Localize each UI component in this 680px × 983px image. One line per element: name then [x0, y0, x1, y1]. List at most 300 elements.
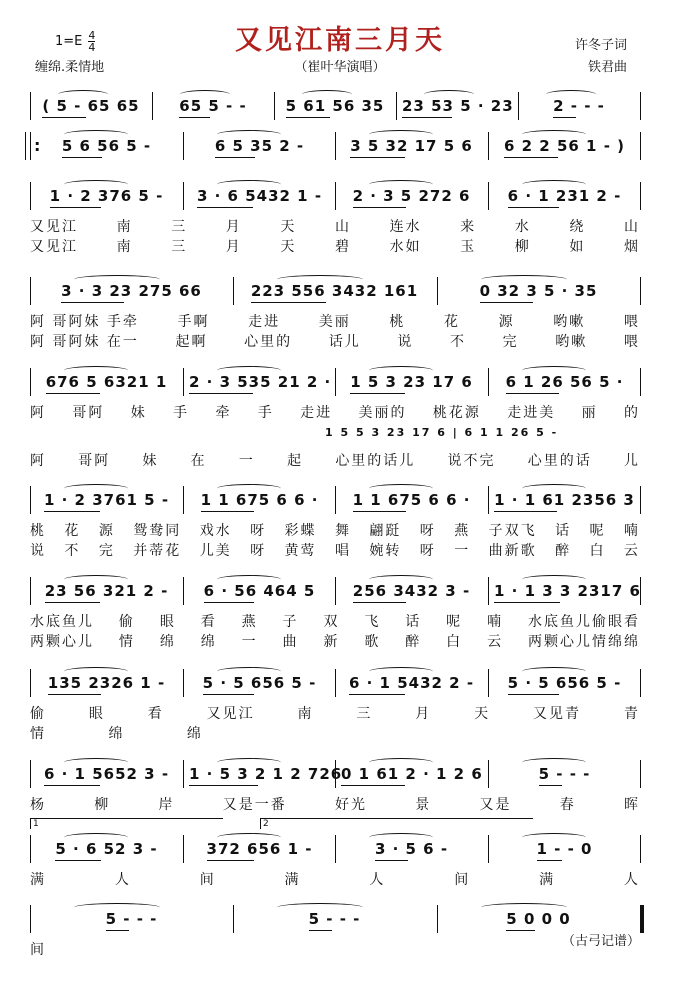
measure-notes: 6 2 2 56 1 - ) — [503, 137, 626, 155]
barline — [183, 760, 184, 788]
lyric-syllable: 月 — [225, 239, 242, 255]
lyric-syllable: 三 — [356, 706, 373, 722]
measure-notes: 1 · 2 3761 5 - — [43, 491, 170, 509]
measure — [341, 132, 482, 160]
lyric-syllable: 话 — [555, 523, 572, 539]
measure — [494, 577, 641, 605]
lyric-syllable: 月 — [225, 219, 242, 235]
measure — [36, 760, 177, 788]
lyric-syllable: 水 — [514, 219, 531, 235]
lyric-syllable: 绵 — [159, 634, 176, 650]
lyric-syllable: 青 — [623, 706, 640, 722]
lyric-syllable: 间 — [199, 872, 216, 888]
lyric-syllable: 丽 — [581, 405, 598, 421]
lyric-syllable: 水底鱼儿 — [30, 614, 94, 630]
lyric-syllable: 南 — [297, 706, 314, 722]
lyric-syllable: 绵 — [186, 726, 203, 742]
lyric-syllable: 三 — [171, 219, 188, 235]
lyric-syllable: 又见江 — [30, 239, 78, 255]
notation-row — [30, 577, 640, 605]
measure — [494, 182, 635, 210]
barline — [335, 368, 336, 396]
measure — [443, 277, 634, 305]
barline — [30, 182, 31, 210]
lyric-syllable: 景 — [415, 797, 432, 813]
lyric-line — [30, 216, 640, 234]
lyric-syllable: 黄莺 — [284, 543, 317, 559]
lyric-syllable: 月 — [415, 706, 432, 722]
lyric-syllable: 白 — [589, 543, 606, 559]
lyric-syllable: 满 — [284, 872, 301, 888]
barline — [640, 132, 641, 160]
barline — [488, 368, 489, 396]
score-system — [30, 92, 640, 120]
lyric-syllable: 儿 — [623, 453, 640, 469]
lyric-syllable: 云 — [623, 543, 640, 559]
composer-credit: 铁君曲 — [587, 60, 627, 75]
time-numerator: 4 — [88, 29, 96, 42]
lyric-syllable: 阿 哥阿妹 在一 — [30, 334, 139, 350]
measure — [341, 577, 482, 605]
lyric-syllable: 的 — [623, 405, 640, 421]
lyric-line-alternate — [30, 450, 640, 468]
measure-notes: 0 1 61 2 · 1 2 6 — [341, 765, 483, 783]
lyric-syllable: 心里的话 — [527, 453, 592, 469]
barline — [640, 835, 641, 863]
barline — [233, 277, 234, 305]
lyric-syllable: 心里的 — [244, 334, 293, 350]
barline — [183, 835, 184, 863]
lyric-syllable: 柳 — [94, 797, 111, 813]
lyric-syllable: 三 — [171, 239, 188, 255]
score-system — [30, 277, 640, 305]
lyric-syllable: 醉 — [555, 543, 572, 559]
lyric-syllable: 人 — [369, 872, 386, 888]
lyric-line — [30, 939, 640, 957]
lyric-syllable: 玉 — [460, 239, 477, 255]
barline — [640, 182, 641, 210]
measure-notes: 5 61 56 35 — [285, 97, 385, 115]
lyric-syllable: 源 — [498, 314, 515, 330]
lyric-syllable: 手 — [257, 405, 274, 421]
lyric-line — [30, 611, 640, 629]
lyric-syllable: 烟 — [623, 239, 640, 255]
score-system — [30, 669, 640, 697]
measure — [443, 905, 634, 933]
measure-notes: 3 · 5 6 - — [374, 840, 449, 858]
lyric-syllable: 在 — [190, 453, 207, 469]
barline — [30, 669, 31, 697]
barline — [335, 486, 336, 514]
score-system — [30, 835, 640, 863]
measure-notes: 6 1 26 56 5 · — [505, 373, 624, 391]
lyric-syllable: 彩蝶 — [284, 523, 317, 539]
barline — [640, 905, 644, 933]
lyric-syllable: 说 — [397, 334, 414, 350]
lyric-syllable: 不 — [450, 334, 467, 350]
lyric-syllable: 连水 — [389, 219, 422, 235]
lyric-syllable: 情 — [118, 634, 135, 650]
barline — [183, 486, 184, 514]
lyric-syllable: 走进美 — [507, 405, 556, 421]
measure-notes: 6 · 1 231 2 - — [507, 187, 622, 205]
measure-notes: 5 0 0 0 — [506, 910, 571, 928]
barline — [640, 368, 641, 396]
lyric-syllable: 花 — [64, 523, 81, 539]
lyric-syllable: 呀 — [250, 543, 267, 559]
lyric-syllable: 天 — [474, 706, 491, 722]
measure — [189, 486, 330, 514]
lyric-syllable: 走进 — [300, 405, 333, 421]
lyric-syllable: 哟嗽 — [553, 314, 586, 330]
lyric-syllable: 阿 — [30, 405, 46, 421]
measure-notes: ( 5 - 65 65 — [42, 97, 140, 115]
lyric-syllable: 心里的话儿 — [335, 453, 416, 469]
barline — [640, 277, 641, 305]
notation-row — [30, 277, 640, 305]
measure-notes: 5 6 56 5 - — [61, 137, 152, 155]
measure-notes: 23 53 5 · 23 — [402, 97, 514, 115]
measure-notes: 65 5 - - — [179, 97, 247, 115]
barline — [488, 669, 489, 697]
lyric-syllable: 阿 哥阿妹 手牵 — [30, 314, 139, 330]
notation-row — [30, 486, 640, 514]
lyric-syllable: 妹 — [142, 453, 159, 469]
barline — [488, 486, 489, 514]
lyric-syllable: 春 — [559, 797, 576, 813]
barline — [640, 486, 641, 514]
measure — [494, 835, 635, 863]
measure — [494, 368, 635, 396]
measure — [494, 760, 635, 788]
notation-row — [30, 132, 640, 160]
measure — [341, 760, 482, 788]
measure — [189, 835, 330, 863]
transcriber-credit: （古弓记谱） — [561, 934, 640, 949]
barline — [30, 368, 31, 396]
measure — [36, 92, 146, 120]
lyric-line — [30, 402, 640, 420]
lyric-syllable: 起 — [287, 453, 304, 469]
measure-notes: 5 - - - — [308, 910, 361, 928]
lyric-syllable: 南 — [116, 219, 133, 235]
score-system — [30, 760, 640, 788]
lyric-syllable: 两颗心儿情绵绵 — [527, 634, 640, 650]
lyric-syllable: 翩跹 — [369, 523, 402, 539]
lyric-line — [30, 631, 640, 649]
lyric-syllable: 又见江 — [206, 706, 255, 722]
measure-notes: 5 - - - — [105, 910, 158, 928]
barline — [183, 182, 184, 210]
lyric-syllable: 情 — [30, 726, 46, 742]
key-label: 1=E — [55, 34, 83, 49]
lyric-syllable: 天 — [280, 219, 297, 235]
lyric-syllable: 两颗心儿 — [30, 634, 94, 650]
lyric-syllable: 子双飞 — [488, 523, 537, 539]
lyric-syllable: 间 — [454, 872, 471, 888]
lyric-line — [30, 703, 640, 721]
lyric-syllable: 喂 — [623, 334, 640, 350]
lyric-syllable: 天 — [280, 239, 297, 255]
measure — [402, 92, 512, 120]
lyric-syllable: 又见江 — [30, 219, 78, 235]
measure-notes: 1 5 3 23 17 6 — [350, 373, 473, 391]
song-title: 又见江南三月天 — [235, 25, 445, 56]
lyric-syllable: 喂 — [623, 314, 640, 330]
barline — [30, 577, 31, 605]
alternate-notes: 1 5 5 3 23 17 6 | 6 1 1 26 5 - — [325, 426, 559, 439]
barline — [640, 92, 641, 120]
lyric-syllable: 人 — [114, 872, 131, 888]
lyric-syllable: 桃 — [389, 314, 406, 330]
measure-notes: 23 56 321 2 - — [44, 582, 169, 600]
lyric-syllable: 美丽 — [318, 314, 351, 330]
lyric-syllable: 曲 — [282, 634, 299, 650]
lyric-syllable: 婉转 — [369, 543, 402, 559]
measure — [189, 669, 330, 697]
lyric-syllable: 起啊 — [175, 334, 208, 350]
lyric-syllable: 完 — [502, 334, 519, 350]
lyric-syllable: 阿 — [30, 453, 46, 469]
notation-row — [30, 182, 640, 210]
lyric-syllable: 说不完 — [447, 453, 496, 469]
barline — [30, 92, 31, 120]
measure-notes: 1 - - 0 — [536, 840, 593, 858]
time-signature — [88, 30, 95, 53]
lyric-line — [30, 236, 640, 254]
barline — [335, 669, 336, 697]
lyric-syllable: 呢 — [589, 523, 606, 539]
barline — [30, 835, 31, 863]
lyric-line — [30, 723, 640, 741]
lyric-syllable: 源 — [98, 523, 115, 539]
lyric-syllable: 山 — [334, 219, 351, 235]
measure — [494, 669, 635, 697]
lyric-syllable: 手 — [173, 405, 190, 421]
measure — [36, 182, 177, 210]
measure-notes: 2 · 3 535 21 2 · — [189, 373, 332, 391]
measure-notes: 6 · 56 464 5 — [203, 582, 316, 600]
lyric-syllable: 又是一番 — [222, 797, 287, 813]
lyric-line — [30, 520, 640, 538]
barline — [335, 132, 336, 160]
lyric-syllable: 眼 — [159, 614, 176, 630]
measure-notes: 223 556 3432 161 — [250, 282, 419, 300]
lyric-syllable: 看 — [147, 706, 164, 722]
time-denominator: 4 — [88, 41, 96, 54]
mood-marking: 缠绵.柔情地 — [35, 60, 105, 75]
lyric-line — [30, 311, 640, 329]
measure-notes: 5 · 6 52 3 - — [55, 840, 158, 858]
score-system — [30, 486, 640, 514]
lyric-syllable: 话儿 — [328, 334, 361, 350]
barline — [335, 835, 336, 863]
lyric-syllable: 喃 — [623, 523, 640, 539]
measure — [36, 277, 227, 305]
measure-notes: 2 · 3 5 272 6 — [352, 187, 471, 205]
barline — [335, 182, 336, 210]
lyric-syllable: 呀 — [419, 523, 436, 539]
notation-row — [30, 92, 640, 120]
lyric-syllable: 燕 — [454, 523, 471, 539]
barline — [30, 486, 31, 514]
measure — [36, 577, 177, 605]
lyric-syllable: 碧 — [334, 239, 351, 255]
notation-row — [30, 835, 640, 863]
barline — [183, 368, 184, 396]
lyric-syllable: 满 — [539, 872, 556, 888]
measure — [494, 132, 635, 160]
barline — [640, 760, 641, 788]
lyric-line — [30, 540, 640, 558]
barline — [30, 905, 31, 933]
barline — [488, 577, 489, 605]
lyric-syllable: 一 — [241, 634, 258, 650]
measure-notes: 1 · 1 61 2356 3 — [494, 491, 635, 509]
measure — [341, 182, 482, 210]
score-system — [30, 132, 640, 160]
lyric-syllable: 呀 — [250, 523, 267, 539]
measure-notes: 135 2326 1 - — [47, 674, 166, 692]
lyric-syllable: 唱 — [334, 543, 351, 559]
measure-notes: 3 · 3 23 275 66 — [61, 282, 202, 300]
lyric-syllable: 人 — [623, 872, 640, 888]
measure — [189, 182, 330, 210]
measure — [341, 669, 482, 697]
lyric-syllable: 醉 — [405, 634, 422, 650]
measure — [494, 486, 635, 514]
measure-notes: 5 · 5 656 5 - — [202, 674, 317, 692]
measure — [341, 835, 482, 863]
score-system — [30, 368, 640, 396]
lyric-syllable: 绵 — [200, 634, 217, 650]
measure — [189, 760, 343, 788]
notation-row — [30, 368, 640, 396]
barline — [488, 132, 489, 160]
barline — [30, 277, 31, 305]
lyric-syllable: 一 — [238, 453, 255, 469]
barline — [30, 760, 31, 788]
measure-notes: 0 32 3 5 · 35 — [479, 282, 598, 300]
lyric-syllable: 呀 — [419, 543, 436, 559]
measure — [189, 577, 330, 605]
measure — [524, 92, 634, 120]
measure-notes: 6 5 35 2 - — [214, 137, 305, 155]
measure — [341, 486, 482, 514]
lyric-syllable: 好光 — [335, 797, 367, 813]
score-system — [30, 182, 640, 210]
measure-notes: 5 · 5 656 5 - — [507, 674, 622, 692]
key-signature — [55, 30, 95, 53]
lyric-syllable: 哟嗽 — [555, 334, 588, 350]
barline — [488, 835, 489, 863]
lyric-syllable: 不 — [64, 543, 81, 559]
alternate-notation — [325, 426, 635, 444]
lyric-syllable: 间 — [30, 942, 46, 958]
lyric-syllable: 呢 — [446, 614, 463, 630]
notation-row — [30, 669, 640, 697]
measure — [189, 368, 330, 396]
lyric-syllable: 美丽的 — [358, 405, 407, 421]
lyric-syllable: 走进 — [248, 314, 281, 330]
lyricist-credit: 许冬子词 — [574, 38, 627, 53]
lyric-syllable: 水如 — [389, 239, 422, 255]
measure — [341, 368, 482, 396]
barline — [274, 92, 275, 120]
lyric-syllable: 话 — [405, 614, 422, 630]
lyric-syllable: 子 — [282, 614, 299, 630]
lyric-syllable: 戏水 — [199, 523, 232, 539]
measure — [239, 905, 430, 933]
lyric-syllable: 新 — [323, 634, 340, 650]
measure-notes: 1 · 5 3 2 1 2 726 — [189, 765, 343, 783]
barline — [488, 760, 489, 788]
barline — [437, 905, 438, 933]
measure — [36, 486, 177, 514]
measure — [36, 835, 177, 863]
measure — [36, 132, 177, 160]
measure — [36, 905, 227, 933]
lyric-syllable: 看 — [200, 614, 217, 630]
measure-notes: 256 3432 3 - — [352, 582, 471, 600]
lyric-syllable: 牵 — [215, 405, 232, 421]
lyric-syllable: 白 — [446, 634, 463, 650]
barline — [183, 577, 184, 605]
lyric-syllable: 鸳鸯同 — [133, 523, 182, 539]
measure — [36, 669, 177, 697]
measure-notes: 3 · 6 5432 1 - — [196, 187, 323, 205]
measure-notes: 1 · 1 3 3 2317 6 — [494, 582, 641, 600]
lyric-syllable: 岸 — [158, 797, 175, 813]
measure-notes: 372 656 1 - — [206, 840, 313, 858]
barline — [30, 132, 31, 160]
measure-notes: 5 - - - — [538, 765, 591, 783]
lyric-syllable: 花 — [444, 314, 461, 330]
barline — [640, 669, 641, 697]
score-system — [30, 905, 640, 933]
lyric-syllable: 儿美 — [199, 543, 232, 559]
lyric-syllable: 如 — [569, 239, 586, 255]
lyric-syllable: 晖 — [624, 797, 640, 813]
lyric-syllable: 一 — [454, 543, 471, 559]
measure — [36, 368, 177, 396]
lyric-syllable: 又见青 — [533, 706, 581, 722]
lyric-syllable: 绵 — [108, 726, 125, 742]
lyric-syllable: 绕 — [569, 219, 586, 235]
lyric-syllable: 山 — [623, 219, 640, 235]
lyric-line — [30, 794, 640, 812]
barline — [437, 277, 438, 305]
lyric-syllable: 又是 — [479, 797, 512, 813]
barline — [183, 669, 184, 697]
measure-notes: 1 · 2 376 5 - — [49, 187, 164, 205]
lyric-syllable: 双 — [323, 614, 340, 630]
barline — [396, 92, 397, 120]
lyric-syllable: 桃花源 — [432, 405, 481, 421]
lyric-syllable: 杨 — [30, 797, 46, 813]
lyric-syllable: 舞 — [334, 523, 351, 539]
measure — [158, 92, 268, 120]
measure-notes: 3 5 32 17 5 6 — [350, 137, 473, 155]
lyric-syllable: 哥阿 — [72, 405, 105, 421]
lyric-syllable: 完 — [98, 543, 115, 559]
lyric-syllable: 水底鱼儿偷眼看 — [527, 614, 640, 630]
lyric-syllable: 柳 — [514, 239, 531, 255]
measure-notes: 6 · 1 5432 2 - — [348, 674, 475, 692]
lyric-syllable: 燕 — [241, 614, 258, 630]
lyric-syllable: 飞 — [364, 614, 381, 630]
barline — [152, 92, 153, 120]
